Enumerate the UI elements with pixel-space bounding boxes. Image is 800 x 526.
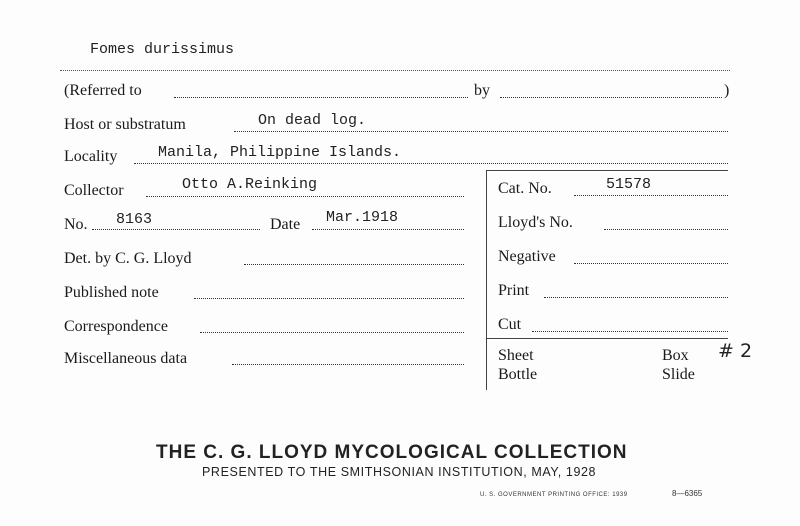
- collector-value: Otto A.Reinking: [182, 176, 318, 193]
- negative-label: Negative: [498, 248, 556, 265]
- cat-no-field: [574, 195, 728, 196]
- miscellaneous-label: Miscellaneous data: [64, 350, 188, 367]
- form-number: 8—6365: [672, 489, 703, 498]
- collector-label: Collector: [64, 182, 124, 199]
- footer-title: THE C. G. LLOYD MYCOLOGICAL COLLECTION: [156, 442, 628, 463]
- locality-field: [134, 163, 728, 164]
- cut-label: Cut: [498, 316, 522, 333]
- host-value: On dead log.: [258, 112, 367, 129]
- lloyds-no-field: [604, 229, 728, 230]
- date-value: Mar.1918: [326, 209, 399, 226]
- box-label: Box: [662, 347, 689, 364]
- cat-no-value: 51578: [606, 176, 652, 193]
- referred-to-field: [174, 97, 468, 98]
- host-field: [234, 131, 728, 132]
- referred-by-label: by: [474, 82, 490, 99]
- box-note: # 2: [718, 340, 753, 362]
- date-field: [312, 229, 464, 230]
- cut-field: [532, 331, 728, 332]
- box-top-rule: [486, 170, 728, 171]
- negative-field: [574, 263, 728, 264]
- printer-imprint: U. S. GOVERNMENT PRINTING OFFICE: 1939: [480, 492, 628, 498]
- locality-value: Manila, Philippine Islands.: [158, 144, 402, 161]
- bottle-label: Bottle: [498, 366, 538, 383]
- referred-close-paren: ): [724, 82, 730, 99]
- number-label: No.: [64, 216, 88, 233]
- species-name: Fomes durissimus: [90, 41, 235, 58]
- number-value: 8163: [116, 211, 153, 228]
- date-label: Date: [270, 216, 301, 233]
- footer-subtitle: PRESENTED TO THE SMITHSONIAN INSTITUTION, MAY, 1928: [202, 465, 597, 479]
- lloyds-no-label: Lloyd's No.: [498, 214, 573, 231]
- correspondence-label: Correspondence: [64, 318, 168, 335]
- locality-label: Locality: [64, 148, 118, 165]
- published-note-label: Published note: [64, 284, 159, 301]
- number-field: [92, 229, 260, 230]
- correspondence-field: [200, 332, 464, 333]
- top-rule: [60, 70, 730, 71]
- det-by-field: [244, 264, 464, 265]
- collector-field: [146, 196, 464, 197]
- print-field: [544, 297, 728, 298]
- print-label: Print: [498, 282, 530, 299]
- referred-to-label: (Referred to: [64, 82, 142, 99]
- box-left-rule: [486, 170, 487, 390]
- det-by-label: Det. by C. G. Lloyd: [64, 250, 192, 267]
- published-note-field: [194, 298, 464, 299]
- box-mid-rule: [486, 338, 728, 339]
- cat-no-label: Cat. No.: [498, 180, 552, 197]
- host-label: Host or substratum: [64, 116, 186, 133]
- miscellaneous-field: [232, 364, 464, 365]
- slide-label: Slide: [662, 366, 695, 383]
- referred-by-field: [500, 97, 722, 98]
- sheet-label: Sheet: [498, 347, 534, 364]
